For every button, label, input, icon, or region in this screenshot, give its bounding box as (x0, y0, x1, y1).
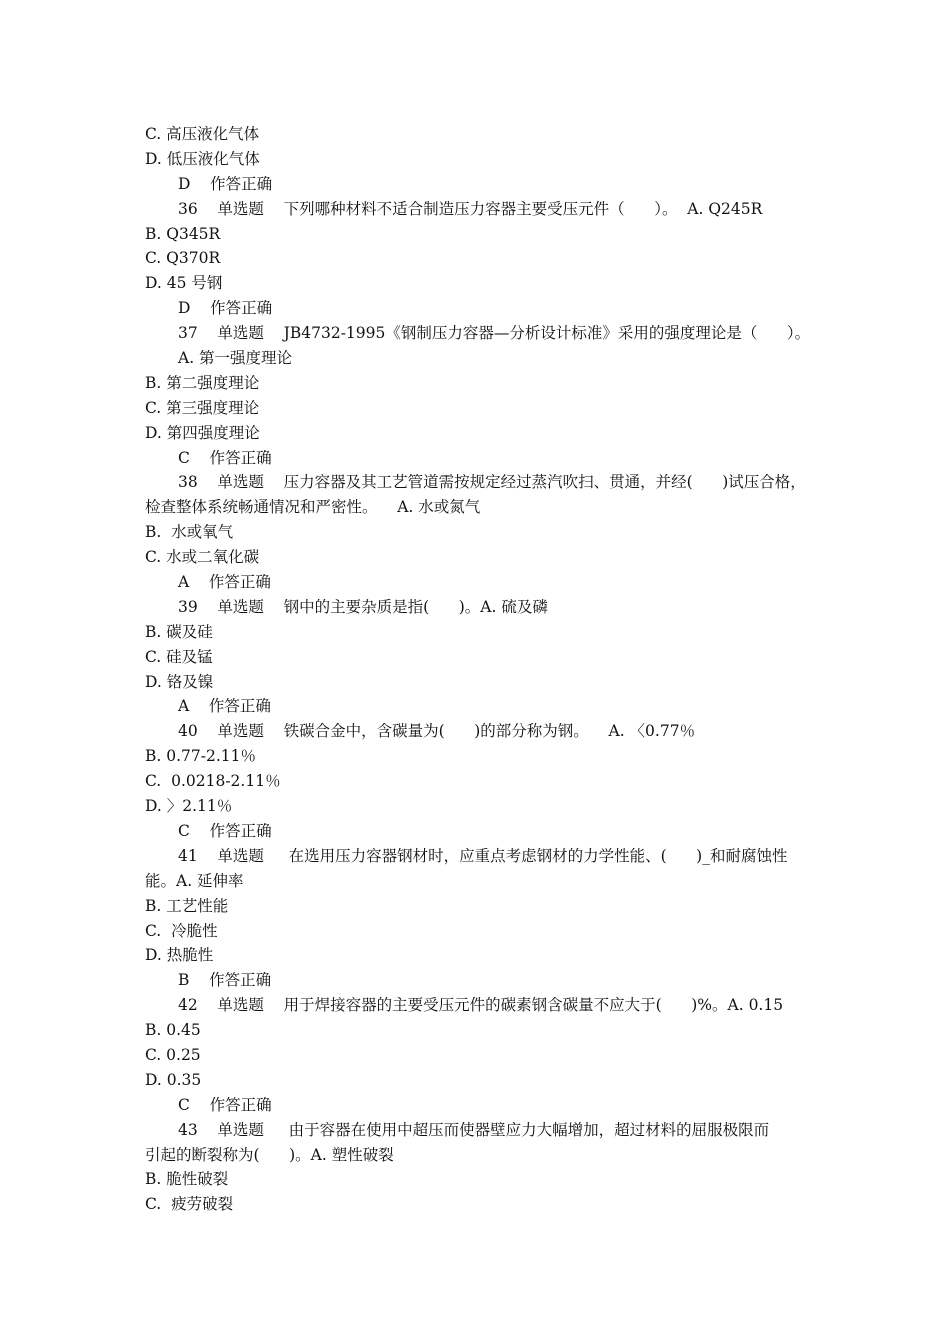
document-line: D. 〉2.11％ (145, 797, 233, 816)
document-line-indented: 40 单选题 铁碳合金中，含碳量为( )的部分称为钢。 A. 〈0.77％ (178, 722, 696, 741)
document-line: 引起的断裂称为( )。A. 塑性破裂 (145, 1145, 394, 1164)
document-line-indented: 42 单选题 用于焊接容器的主要受压元件的碳素钢含碳量不应大于( )%。A. 0.15 (178, 996, 784, 1015)
document-line-indented: B 作答正确 (178, 971, 272, 990)
document-line: B. 水或氧气 (145, 523, 234, 542)
document-line-indented: A 作答正确 (178, 573, 271, 592)
document-line: B. 第二强度理论 (145, 373, 260, 392)
document-line: C. Q370R (145, 249, 221, 268)
document-line-indented: 36 单选题 下列哪种材料不适合制造压力容器主要受压元件（ ）。 A. Q245R (178, 199, 763, 218)
document-line: C. 0.25 (145, 1045, 201, 1064)
document-line-indented: 39 单选题 钢中的主要杂质是指( )。A. 硫及磷 (178, 597, 548, 616)
document-line: C. 冷脆性 (145, 921, 218, 940)
document-line-indented: 43 单选题 由于容器在使用中超压而使器壁应力大幅增加，超过材料的屈服极限而 (178, 1120, 770, 1139)
document-line: D. 45 号钢 (145, 274, 223, 293)
document-line: D. 铬及镍 (145, 672, 214, 691)
document-line: 检查整体系统畅通情况和严密性。 A. 水或氮气 (145, 498, 481, 517)
document-line: C. 第三强度理论 (145, 398, 260, 417)
document-line-indented: C 作答正确 (178, 1095, 272, 1114)
document-line-indented: C 作答正确 (178, 448, 272, 467)
document-line: D. 热脆性 (145, 946, 214, 965)
document-line-indented: D 作答正确 (178, 299, 273, 318)
document-line: C. 疲劳破裂 (145, 1195, 234, 1214)
document-line: B. Q345R (145, 224, 221, 243)
document-line-indented: A. 第一强度理论 (178, 349, 293, 368)
document-line-indented: C 作答正确 (178, 821, 272, 840)
document-line: C. 高压液化气体 (145, 125, 260, 143)
document-line: C. 硅及锰 (145, 647, 213, 666)
document-line: B. 碳及硅 (145, 622, 213, 641)
document-line: B. 脆性破裂 (145, 1170, 229, 1189)
document-line: C. 水或二氧化碳 (145, 548, 260, 567)
document-line-indented: 38 单选题 压力容器及其工艺管道需按规定经过蒸汽吹扫、贯通，并经( )试压合格， (178, 473, 806, 492)
document-line: 能。A. 延伸率 (145, 871, 244, 890)
document-line-indented: D 作答正确 (178, 174, 273, 193)
document-line-indented: 37 单选题 JB4732-1995《钢制压力容器—分析设计标准》采用的强度理论是（ ）。 (178, 324, 811, 343)
document-line-indented: 41 单选题 在选用压力容器钢材时，应重点考虑钢材的力学性能、( )_和耐腐蚀性 (178, 846, 788, 865)
document-line: D. 0.35 (145, 1070, 202, 1089)
document-line: D. 低压液化气体 (145, 149, 260, 168)
document-line: B. 0.77-2.11％ (145, 747, 257, 766)
document-line-indented: A 作答正确 (178, 697, 271, 716)
document-line: D. 第四强度理论 (145, 423, 260, 442)
document-line: B. 0.45 (145, 1021, 201, 1040)
document-line: C. 0.0218-2.11％ (145, 772, 281, 791)
document-line: B. 工艺性能 (145, 896, 229, 915)
question-text-block (145, 122, 820, 1217)
